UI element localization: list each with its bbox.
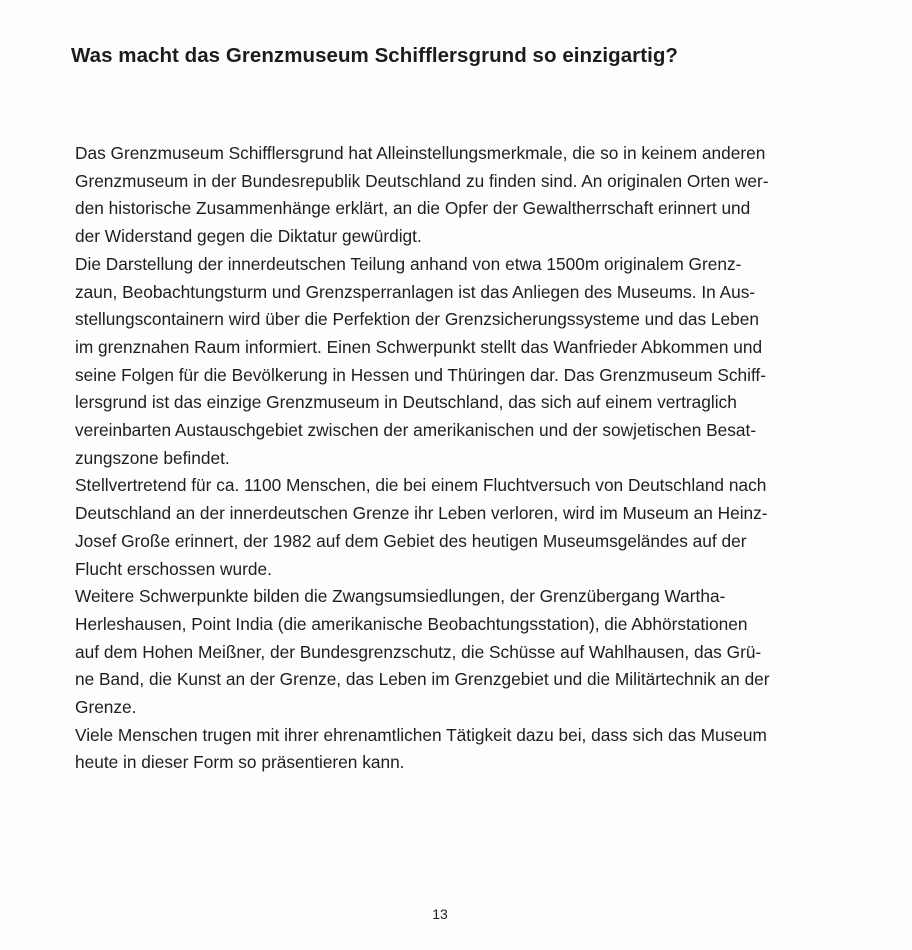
body-text: [75, 140, 875, 777]
text-line: Grenzmuseum in der Bundesrepublik Deutschland zu finden sind. An originalen Orten wer-: [75, 170, 769, 191]
text-line: Die Darstellung der innerdeutschen Teilung anhand von etwa 1500m originalem Grenz-: [75, 253, 742, 274]
text-line: den historische Zusammenhänge erklärt, an die Opfer der Gewaltherrschaft erinnert und: [75, 198, 751, 219]
text-line: im grenznahen Raum informiert. Einen Schwerpunkt stellt das Wanfrieder Abkommen und: [75, 336, 763, 357]
text-line: ne Band, die Kunst an der Grenze, das Leben im Grenzgebiet und die Militärtechnik an der: [75, 669, 770, 690]
text-line: Flucht erschossen wurde.: [75, 558, 272, 579]
text-line: heute in dieser Form so präsentieren kann.: [75, 752, 405, 773]
text-line: seine Folgen für die Bevölkerung in Hessen und Thüringen dar. Das Grenzmuseum Schiff-: [75, 364, 766, 385]
text-line: vereinbarten Austauschgebiet zwischen der amerikanischen und der sowjetischen Besat-: [75, 420, 757, 441]
text-line: Stellvertretend für ca. 1100 Menschen, die bei einem Fluchtversuch von Deutschland nach: [75, 475, 767, 496]
text-line: zaun, Beobachtungsturm und Grenzsperranlagen ist das Anliegen des Museums. In Aus-: [75, 281, 756, 302]
text-line: Herleshausen, Point India (die amerikanische Beobachtungsstation), die Abhörstationen: [75, 613, 748, 634]
text-line: zungszone befindet.: [75, 447, 230, 468]
page-heading: Was macht das Grenzmuseum Schifflersgrund so einzigartig?: [71, 44, 678, 67]
text-line: Viele Menschen trugen mit ihrer ehrenamtlichen Tätigkeit dazu bei, dass sich das Museum: [75, 724, 767, 745]
text-line: Das Grenzmuseum Schifflersgrund hat Alleinstellungsmerkmale, die so in keinem anderen: [75, 143, 766, 163]
text-line: stellungscontainern wird über die Perfektion der Grenzsicherungssysteme und das Leben: [75, 309, 759, 330]
text-line: lersgrund ist das einzige Grenzmuseum in Deutschland, das sich auf einem vertraglich: [75, 392, 737, 413]
text-line: Weitere Schwerpunkte bilden die Zwangsumsiedlungen, der Grenzübergang Wartha-: [75, 586, 726, 607]
text-line: der Widerstand gegen die Diktatur gewürdigt.: [75, 226, 422, 247]
text-line: Deutschland an der innerdeutschen Grenze ihr Leben verloren, wird im Museum an Heinz-: [75, 503, 768, 524]
text-line: Grenze.: [75, 697, 137, 718]
text-line: auf dem Hohen Meißner, der Bundesgrenzschutz, die Schüsse auf Wahlhausen, das Grü-: [75, 641, 762, 662]
page-number: 13: [432, 906, 448, 922]
text-line: Josef Große erinnert, der 1982 auf dem Gebiet des heutigen Museumsgeländes auf der: [75, 530, 747, 551]
